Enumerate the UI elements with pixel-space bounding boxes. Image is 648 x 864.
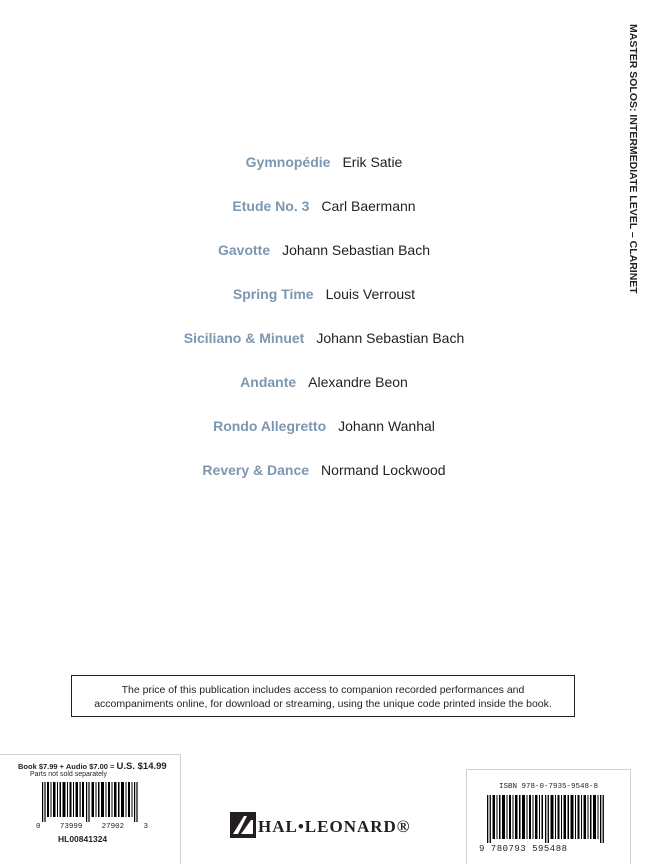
contents-item	[0, 373, 648, 391]
publisher-name: HAL•LEONARD®	[258, 817, 411, 836]
audio-notice-box	[71, 675, 575, 717]
contents-item	[0, 329, 648, 347]
spine-title: MASTER SOLOS: INTERMEDIATE LEVEL – CLARINET	[627, 24, 639, 294]
piece-composer: Johann Wanhal	[338, 418, 435, 434]
piece-title: Spring Time	[232, 286, 314, 302]
contents-item	[0, 461, 648, 479]
notice-line-2: accompaniments online, for download or streaming, using the unique code printed inside the book.	[94, 698, 552, 710]
hal-leonard-mark-icon	[230, 812, 256, 838]
upc-digit-group: 0	[36, 823, 41, 831]
upc-digit-group: 73999	[59, 823, 83, 831]
upc-digit-group: 3	[143, 823, 148, 831]
upc-barcode	[42, 782, 140, 822]
piece-composer: Johann Sebastian Bach	[282, 242, 430, 258]
contents-item	[0, 197, 648, 215]
piece-composer: Alexandre Beon	[308, 374, 408, 390]
contents-item	[0, 153, 648, 171]
publisher-logo	[230, 812, 420, 838]
piece-title: Gavotte	[217, 242, 271, 258]
catalog-code: HL00841324	[58, 834, 108, 844]
ean-digits: 9 780793 595488	[479, 844, 568, 854]
piece-composer: Johann Sebastian Bach	[316, 330, 465, 346]
piece-title: Gymnopédie	[245, 154, 331, 170]
contents-item	[0, 417, 648, 435]
piece-composer: Normand Lockwood	[321, 462, 446, 478]
piece-title: Etude No. 3	[232, 198, 310, 214]
piece-title: Siciliano & Minuet	[183, 330, 305, 346]
parts-note: Parts not sold separately	[30, 771, 108, 778]
isbn-label: ISBN 978-0-7935-9548-8	[499, 783, 599, 791]
piece-composer: Erik Satie	[342, 154, 403, 170]
notice-line-1: The price of this publication includes access to companion recorded performances and	[121, 684, 525, 696]
upc-digits	[36, 823, 148, 831]
piece-title: Rondo Allegretto	[213, 418, 327, 434]
piece-composer: Carl Baermann	[321, 198, 416, 214]
isbn-block	[466, 769, 631, 864]
contents-item	[0, 285, 648, 303]
contents-item	[0, 241, 648, 259]
piece-title: Andante	[240, 374, 297, 390]
price-total: U.S. $14.99	[116, 761, 167, 772]
price-sticker	[0, 754, 181, 864]
isbn-barcode	[487, 795, 607, 843]
upc-digit-group: 27902	[101, 823, 125, 831]
piece-title: Revery & Dance	[202, 462, 310, 478]
price-breakdown: Book $7.99 + Audio $7.00 =	[18, 762, 117, 771]
piece-composer: Louis Verroust	[325, 286, 416, 302]
